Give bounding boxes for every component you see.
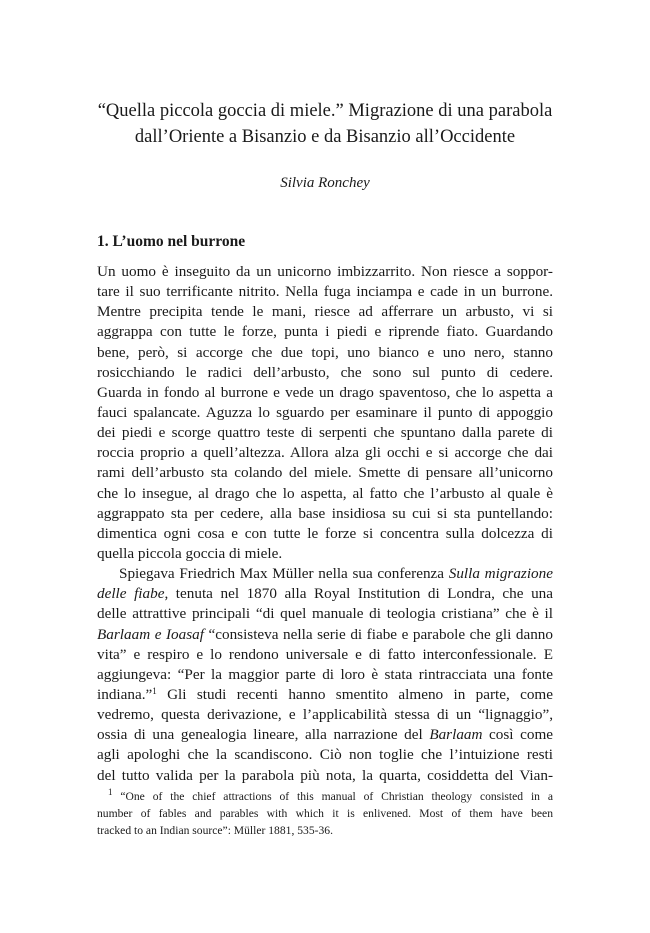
body-line: rami dell’arbusto sta colando del miele. Smette di pensare all’unicorno xyxy=(97,464,553,482)
text-run: ossia di una genealogia lineare, alla narrazione del xyxy=(97,726,430,744)
footnote xyxy=(97,788,553,839)
body-line: delle attrattive principali “di quel manuale di teologia cristiana” che è il xyxy=(97,605,553,623)
footnote-reference[interactable]: 1 xyxy=(152,685,157,696)
footnote-line xyxy=(97,788,553,805)
book-title-run: delle fiabe xyxy=(97,585,165,603)
body-text xyxy=(97,262,553,786)
body-line: bene, però, si accorge che due topi, uno bianco e uno nero, stanno xyxy=(97,343,553,361)
author-name: Silvia Ronchey xyxy=(280,175,370,191)
body-line: del tutto valida per la parabola più nota, la quarta, cosiddetta del Vian- xyxy=(97,766,553,784)
body-line: aggrappato sta per cedere, alla base insidiosa su cui si sta puntellando: xyxy=(97,504,553,522)
book-title-run: Barlaam xyxy=(429,726,483,744)
body-line: quella piccola goccia di miele. xyxy=(97,544,283,562)
body-line: fauci spalancate. Aguzza lo sguardo per esaminare il punto di appoggio xyxy=(97,403,553,421)
body-line: vedremo, questa derivazione, e l’applicabilità stessa di un “lignaggio”, xyxy=(97,706,553,724)
body-line xyxy=(97,725,553,745)
body-line: agli apologhi che la scandiscono. Ciò non toglie che l’intuizione resti xyxy=(97,746,553,764)
body-line: aggrappa con tutte le forze, punta i piedi e riprende fiato. Guardando xyxy=(97,323,553,341)
section-heading: 1. L’uomo nel burrone xyxy=(97,233,246,250)
chapter-title-line-1: “Quella piccola goccia di miele.” Migrazione di una parabola xyxy=(97,101,553,121)
body-line: dimentica ogni cosa e con tutte le forze si concentra sulla dolcezza di xyxy=(97,524,553,542)
text-run: indiana.” xyxy=(97,685,153,703)
text-run: così come xyxy=(482,726,554,744)
body-line xyxy=(97,625,553,645)
body-line: Mentre precipita tende le mani, riesce ad afferrare un arbusto, vi si xyxy=(97,303,553,321)
body-line: Un uomo è inseguito da un unicorno imbizzarrito. Non riesce a soppor- xyxy=(97,263,553,280)
footnote-line: tracked to an Indian source”: Müller 1881, 535-36. xyxy=(97,824,333,837)
body-line: tare il suo terrificante nitrito. Nella fuga inciampa e cade in un burrone. xyxy=(97,283,553,301)
body-line xyxy=(97,564,553,584)
body-line: aggiungeva: “Per la maggior parte di loro è stata rintracciata una fonte xyxy=(97,665,553,683)
body-line: dei piedi e scorge quattro teste di serpenti che spuntano dalla parete di xyxy=(97,424,553,442)
text-run: , tenuta nel 1870 alla Royal Institution di Londra, che una xyxy=(164,585,553,603)
body-line: rosicchiando le radici dell’arbusto, che sono sul punto di cedere. xyxy=(97,363,553,381)
text-run: Gli studi recenti hanno smentito almeno in parte, come xyxy=(156,685,553,703)
book-title-run: Sulla migrazione xyxy=(448,565,553,583)
text-run: “One of the chief attractions of this manual of Christian theology consisted in a xyxy=(112,790,553,803)
body-line xyxy=(97,685,553,705)
footnote-marker: 1 xyxy=(108,787,113,797)
book-title-run: Barlaam e Ioasaf xyxy=(97,625,204,643)
body-line xyxy=(97,584,553,604)
footnote-line: number of fables and parables with which it is enlivened. Most of them have been xyxy=(97,807,553,820)
body-line: Guarda in fondo al burrone e vede un drago spaventoso, che lo aspetta a xyxy=(97,383,553,401)
body-line: roccia proprio a quell’altezza. Allora alza gli occhi e si accorge che dai xyxy=(97,444,553,462)
chapter-title-line-2: dall’Oriente a Bisanzio e da Bisanzio all’Occidente xyxy=(134,127,516,147)
body-line: vita” e respiro e lo rendono universale e di fatto interconfessionale. E xyxy=(97,645,553,663)
text-run: “consisteva nella serie di fiabe e parabole che gli danno xyxy=(203,625,553,643)
text-run: Spiegava Friedrich Max Müller nella sua conferenza xyxy=(119,565,449,583)
chapter-title xyxy=(60,98,590,150)
body-line: che lo insegue, al drago che lo aspetta, al fatto che l’arbusto al quale è xyxy=(97,484,553,502)
